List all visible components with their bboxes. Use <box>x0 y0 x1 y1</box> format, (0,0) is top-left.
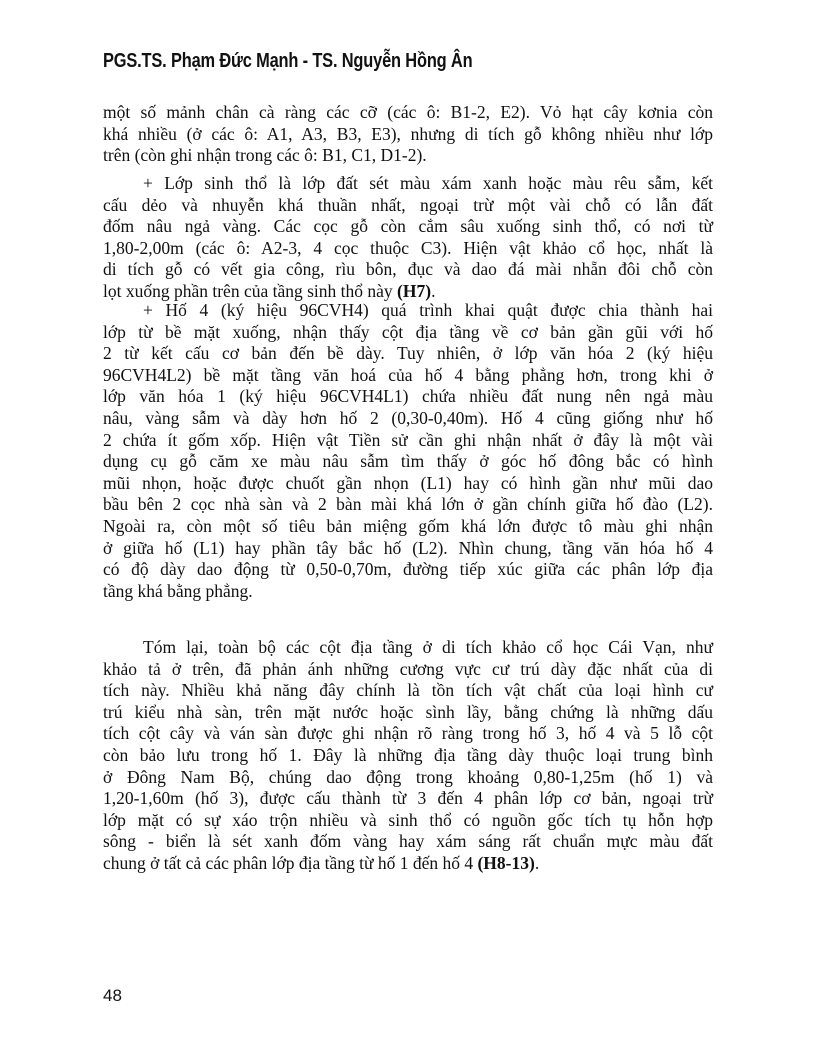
paragraph-tom-lai <box>103 637 713 875</box>
figure-reference: (H8-13) <box>477 852 535 873</box>
text-line: Ngoài ra, còn một số tiêu bản miệng gốm khá lớn được tô màu ghi nhận <box>103 515 713 536</box>
text-line: bầu bên 2 cọc nhà sàn và 2 bàn mài khá lớn ở gần chính giữa hố đào (L2). <box>103 494 713 515</box>
text-line: 2 từ kết cấu cơ bản đến bề dày. Tuy nhiên, ở lớp văn hóa 2 (ký hiệu <box>103 343 713 364</box>
text-line-last <box>103 853 713 875</box>
text-segment: . <box>534 852 540 873</box>
text-line: + Lớp sinh thổ là lớp đất sét màu xám xanh hoặc màu rêu sẫm, kết <box>143 173 713 193</box>
text-line: sông - biển là sét xanh đốm vàng hay xám sáng rất chuẩn mực màu đất <box>103 831 713 852</box>
text-line: ở giữa hố (L1) hay phần tây bắc hố (L2). Nhìn chung, tầng văn hóa hố 4 <box>103 537 713 558</box>
running-header: PGS.TS. Phạm Đức Mạnh - TS. Nguyễn Hồng Ân <box>103 50 473 72</box>
text-line: còn bảo lưu trong hố 1. Đây là những địa tầng dày thuộc loại trung bình <box>103 744 713 765</box>
paragraph-sinh-tho <box>103 173 713 303</box>
page-number: 48 <box>103 986 122 1005</box>
paragraph-continuation <box>103 102 713 167</box>
text-segment: . <box>431 280 436 301</box>
text-line: khá nhiều (ở các ô: A1, A3, B3, E3), nhưng di tích gỗ không nhiều như lớp <box>103 123 713 144</box>
text-line: 96CVH4L2) bề mặt tầng văn hoá của hố 4 bằng phẳng hơn, trong khi ở <box>103 364 713 385</box>
text-line: tích này. Nhiều khả năng đây chính là tồn tích vật chất của loại hình cư <box>103 680 713 701</box>
text-line: tích cột cây và ván sàn được ghi nhận rõ ràng trong hố 3, hố 4 và 5 lỗ cột <box>103 723 713 744</box>
text-line: ở Đông Nam Bộ, chúng dao động trong khoảng 0,80-1,25m (hố 1) và <box>103 766 713 787</box>
text-line: lớp từ bề mặt xuống, nhận thấy cột địa tầng về cơ bản gần gũi với hố <box>103 321 713 342</box>
text-line: 1,20-1,60m (hố 3), được cấu thành từ 3 đến 4 phân lớp cơ bản, ngoại trừ <box>103 788 713 809</box>
text-line: lớp văn hóa 1 (ký hiệu 96CVH4L1) chứa nhiều đất nung nên ngả màu <box>103 386 713 407</box>
text-line: đốm nâu ngả vàng. Các cọc gỗ còn cắm sâu xuống sinh thổ, có nơi từ <box>103 216 713 237</box>
figure-reference: (H7) <box>397 280 432 301</box>
text-line: di tích gỗ có vết gia công, rìu bôn, đục và dao đá mài nhẵn đôi chỗ còn <box>103 259 713 280</box>
text-line: + Hố 4 (ký hiệu 96CVH4) quá trình khai quật được chia thành hai <box>143 300 713 320</box>
text-line: mũi nhọn, hoặc được chuốt gần nhọn (L1) hay có hình gần như mũi dao <box>103 472 713 493</box>
text-line: 1,80-2,00m (các ô: A2-3, 4 cọc thuộc C3). Hiện vật khảo cổ học, nhất là <box>103 237 713 258</box>
text-line: cấu dẻo và nhuyễn khá thuần nhất, ngoại trừ một vài chỗ có lẫn đất <box>103 194 713 215</box>
text-line: trú kiểu nhà sàn, trên mặt nước hoặc sình lầy, bằng chứng là những dấu <box>103 701 713 722</box>
text-line-last <box>103 581 713 603</box>
text-line: 2 chứa ít gốm xốp. Hiện vật Tiền sử cần ghi nhận nhất ở đây là một vài <box>103 429 713 450</box>
text-line: khảo tả ở trên, đã phản ánh những cương vực cư trú dày đặc nhất của di <box>103 658 713 679</box>
text-line: nâu, vàng sẫm và dày hơn hố 2 (0,30-0,40m). Hố 4 cũng giống như hố <box>103 407 713 428</box>
text-line: có độ dày dao động từ 0,50-0,70m, đường tiếp xúc giữa các phân lớp địa <box>103 559 713 580</box>
text-line-last <box>103 145 713 167</box>
text-line: lớp mặt có sự xáo trộn nhiều và sinh thổ có nguồn gốc tích tụ hỗn hợp <box>103 809 713 830</box>
text-segment: lọt xuống phần trên của tầng sinh thổ này <box>103 280 398 301</box>
text-line: Tóm lại, toàn bộ các cột địa tầng ở di tích khảo cổ học Cái Vạn, như <box>143 637 713 657</box>
paragraph-ho-4 <box>103 300 713 602</box>
text-line: dụng cụ gỗ căm xe màu nâu sẫm tìm thấy ở góc hố đông bắc có hình <box>103 451 713 472</box>
text-segment: chung ở tất cả các phân lớp địa tầng từ hố 1 đến hố 4 <box>103 852 478 873</box>
text-segment: tầng khá bằng phẳng. <box>103 580 253 601</box>
text-segment: trên (còn ghi nhận trong các ô: B1, C1, D1-2). <box>103 145 427 166</box>
text-line: một số mảnh chân cà ràng các cỡ (các ô: B1-2, E2). Vỏ hạt cây kơnia còn <box>103 102 713 122</box>
